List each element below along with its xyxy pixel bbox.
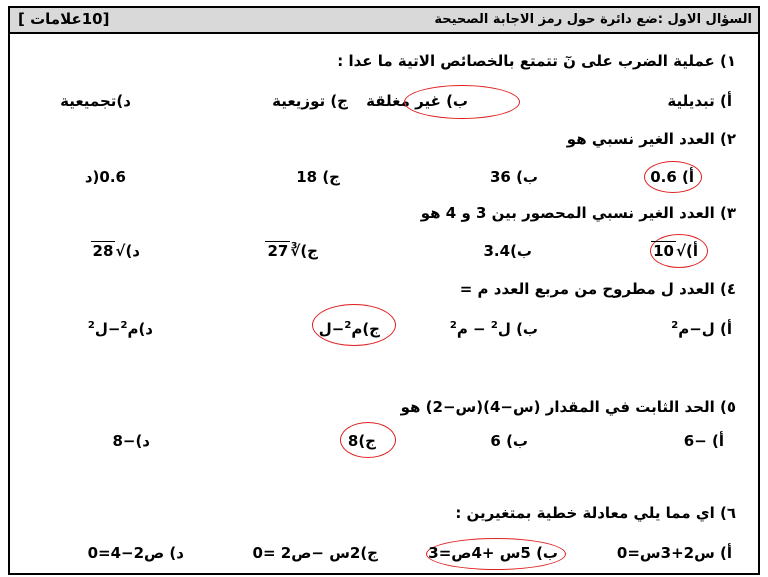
question-2: ٢) العدد الغير نسبي هو [566, 130, 736, 148]
exam-page [8, 6, 760, 575]
question-3: ٣) العدد الغير نسبي المحصور بين 3 و 4 هو [420, 204, 736, 222]
question-header [10, 8, 758, 34]
q5-option-a: أ) −6 [683, 432, 724, 450]
question-6: ٦) اي مما يلي معادلة خطية بمتغيرين : [455, 504, 736, 522]
question-4: ٤) العدد ل مطروح من مربع العدد م = [459, 280, 736, 298]
q2-option-d: 0.6(د [84, 168, 126, 186]
q4-option-a: أ) ل−م$^2$ [671, 320, 732, 338]
q3-option-d: د)√28 [92, 242, 140, 260]
q1-option-b: ب) غير مغلقة [366, 92, 468, 110]
q5-option-d: د)−8 [112, 432, 150, 450]
q1-option-d: د)تجميعية [60, 92, 131, 110]
q2-option-b: ب) 36 [489, 168, 538, 186]
q6-option-a: أ) س2+3س=0 [616, 544, 732, 562]
question-title: السؤال الاول :ضع دائرة حول رمز الاجابة الصحيحة [434, 12, 752, 27]
q5-option-b: ب) 6 [490, 432, 528, 450]
q6-option-d: د) ص2−4=0 [87, 544, 184, 562]
q1-option-c: ج) توزيعية [272, 92, 348, 110]
q3-option-c: ج)∛27 [267, 242, 318, 260]
q1-option-a: أ) تبديلية [667, 92, 732, 110]
q4-option-c: ج)م$^2$−ل [318, 320, 380, 338]
q5-option-c: ج)8 [347, 432, 376, 450]
question-5: ٥) الحد الثابت في المقدار (س−4)(س−2) هو [400, 398, 736, 416]
q6-option-b: ب) 5س +4ص=3 [428, 544, 558, 562]
q1-answer-circle [404, 85, 520, 119]
marks-label: [10علامات ] [18, 10, 110, 28]
question-1: ١) عملية الضرب على نٓ تتمتع بالخصائص الاتية ما عدا : [337, 52, 736, 70]
q2-option-a: أ) 0.6 [650, 168, 694, 186]
q2-option-c: ج) 18 [296, 168, 340, 186]
q3-option-a: أ)√10 [653, 242, 698, 260]
q3-option-b: ب)3.4 [483, 242, 532, 260]
q4-option-d: د)م$^2$−ل$^2$ [87, 320, 153, 338]
q6-option-c: ج)2س −ص2 =0 [252, 544, 378, 562]
q4-option-b: ب) ل$^2$ − م$^2$ [449, 320, 538, 338]
